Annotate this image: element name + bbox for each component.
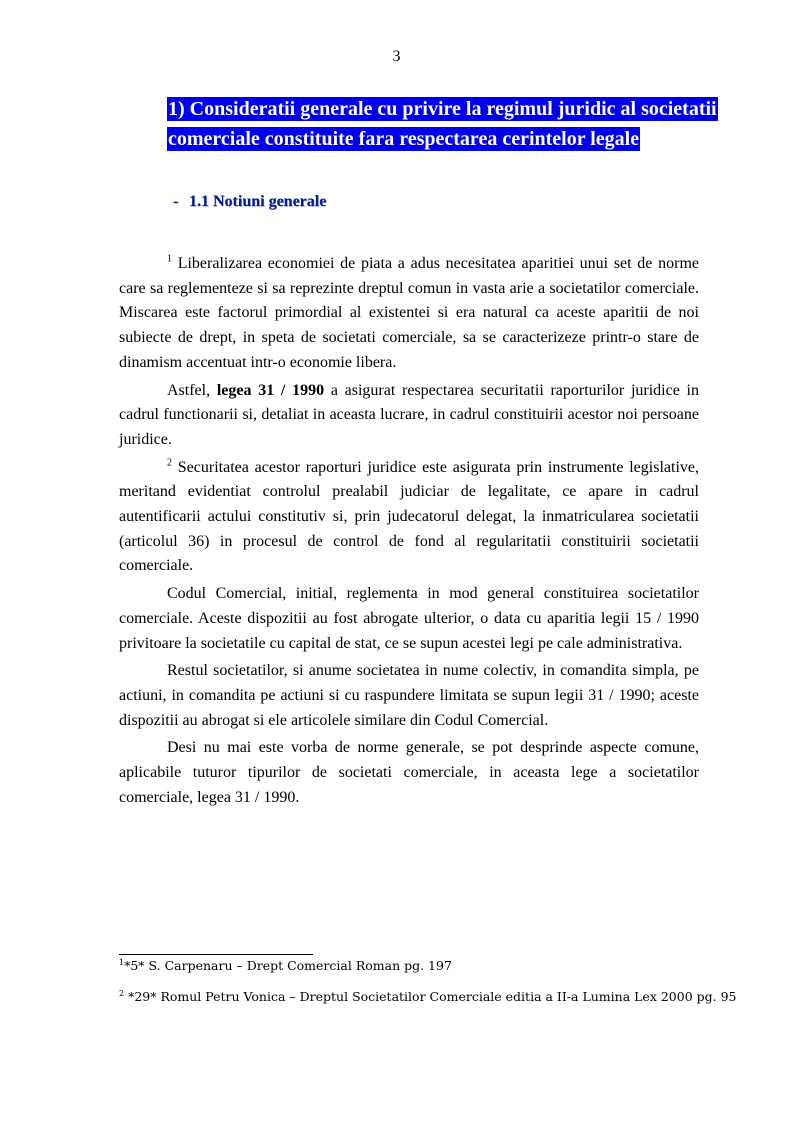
footnote-1-text: *5* S. Carpenaru – Drept Comercial Roman pg. 197 (124, 958, 452, 973)
footnote-2-text: *29* Romul Petru Vonica – Dreptul Societatilor Comerciale editia a II-a Lumina Lex 2000 pg. 95 (124, 989, 737, 1004)
paragraph-3 (119, 456, 699, 580)
paragraph-4: Codul Comercial, initial, reglementa in mod general constituirea societatilor comerciale. Aceste dispozitii au fost abrogate ulterior, o data cu aparitia legii 15 / 1990 privitoare la societatile cu capital de stat, ce se supun acestei legi pe cale administrativa. (119, 585, 699, 652)
footnote-ref-1: 1 (167, 253, 172, 265)
footnote-ref-2: 2 (167, 457, 172, 469)
footnote-2 (119, 988, 737, 1005)
section-title (167, 94, 717, 154)
section-title-line-2 (167, 124, 699, 154)
paragraph-2-text-after: a asigurat respectarea securitatii raporturilor juridice in cadrul functionarii si, detaliat in aceasta lucrare, in cadrul constituirii acestor noi persoane juridice. (119, 381, 699, 448)
footnote-separator (119, 954, 313, 955)
footnote-2-marker: 2 (119, 988, 125, 998)
paragraph-2 (119, 379, 699, 453)
subsection-dash: - (173, 193, 179, 210)
paragraph-5: Restul societatilor, si anume societatea in nume colectiv, in comandita simpla, pe actiuni, in comandita pe actiuni si cu raspundere limitata se supun legii 31 / 1990; aceste dispozitii au abrogat si ele articolele similare din Codul Comercial. (119, 662, 699, 729)
body-text (119, 252, 699, 813)
paragraph-1-text: Liberalizarea economiei de piata a adus necesitatea aparitiei unui set de norme care sa reglementeze si sa reprezinte dreptul comun in vasta arie a societatilor comerciale. Miscarea este factorul primordial al existentei si era natural ca aceste aparitii de noi subiecte de drept, in speta de societati comerciale, sa se caracterizeze printr-o stare de dinamism accentuat intr-o economie libera. (119, 255, 699, 371)
paragraph-3-text: Securitatea acestor raporturi juridice este asigurata prin instrumente legislative, meritand evidentiat controlul prealabil judiciar de legalitate, ce apare in cadrul autentificarii actului constitutiv si, prin judecatorul delegat, la inmatricularea societatii (articolul 36) in procesul de control de fond al regularitatii constituirii societatii comerciale. (119, 458, 699, 575)
section-title-line-1 (167, 94, 717, 124)
subsection-heading (173, 192, 326, 212)
section-title-text-1: 1) Consideratii generale cu privire la regimul juridic al societatii (168, 98, 717, 120)
page-number: 3 (392, 48, 401, 65)
paragraph-1 (119, 252, 699, 376)
footnote-1-marker: 1 (119, 957, 125, 967)
footnotes (119, 957, 737, 1020)
section-title-text-2: comerciale constituite fara respectarea cerintelor legale (168, 128, 640, 150)
subsection-heading-text: 1.1 Notiuni generale (189, 193, 327, 210)
paragraph-2-text-before: Astfel, (167, 381, 217, 399)
paragraph-2-law-reference: legea 31 / 1990 (216, 381, 325, 399)
footnote-1 (119, 958, 719, 974)
paragraph-6: Desi nu mai este vorba de norme generale, se pot desprinde aspecte comune, aplicabile tuturor tipurilor de societati comerciale, in aceasta lege a societatilor comerciale, legea 31 / 1990. (119, 739, 699, 806)
